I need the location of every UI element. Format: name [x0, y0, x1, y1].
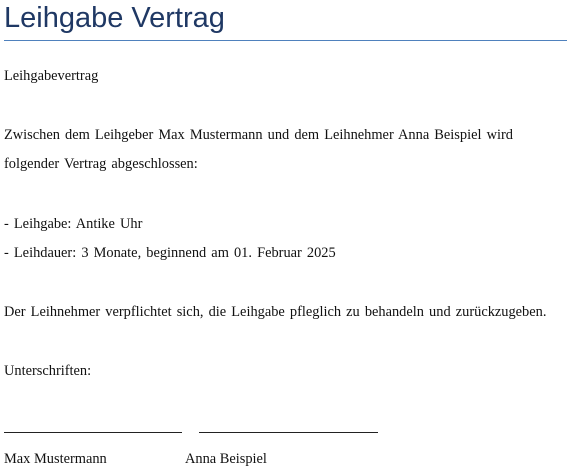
- title-underline: [4, 40, 567, 41]
- item-loan-duration: - Leihdauer: 3 Monate, beginnend am 01. Februar 2025: [4, 245, 336, 261]
- obligation-text: Der Leihnehmer verpflichtet sich, die Leihgabe pfleglich zu behandeln und zurückzugeben.: [4, 304, 547, 320]
- intro-line-2: folgender Vertrag abgeschlossen:: [4, 156, 198, 172]
- signatory-lender-name: Max Mustermann: [4, 451, 107, 467]
- intro-line-1: Zwischen dem Leihgeber Max Mustermann und dem Leihnehmer Anna Beispiel wird: [4, 127, 513, 143]
- signature-line-lender: [4, 432, 182, 433]
- signature-line-borrower: [199, 432, 378, 433]
- signatures-label: Unterschriften:: [4, 363, 92, 379]
- contract-heading: Leihgabevertrag: [4, 68, 99, 84]
- signatory-borrower-name: Anna Beispiel: [185, 451, 267, 467]
- document-title: Leihgabe Vertrag: [4, 2, 225, 34]
- item-loan-object: - Leihgabe: Antike Uhr: [4, 216, 143, 232]
